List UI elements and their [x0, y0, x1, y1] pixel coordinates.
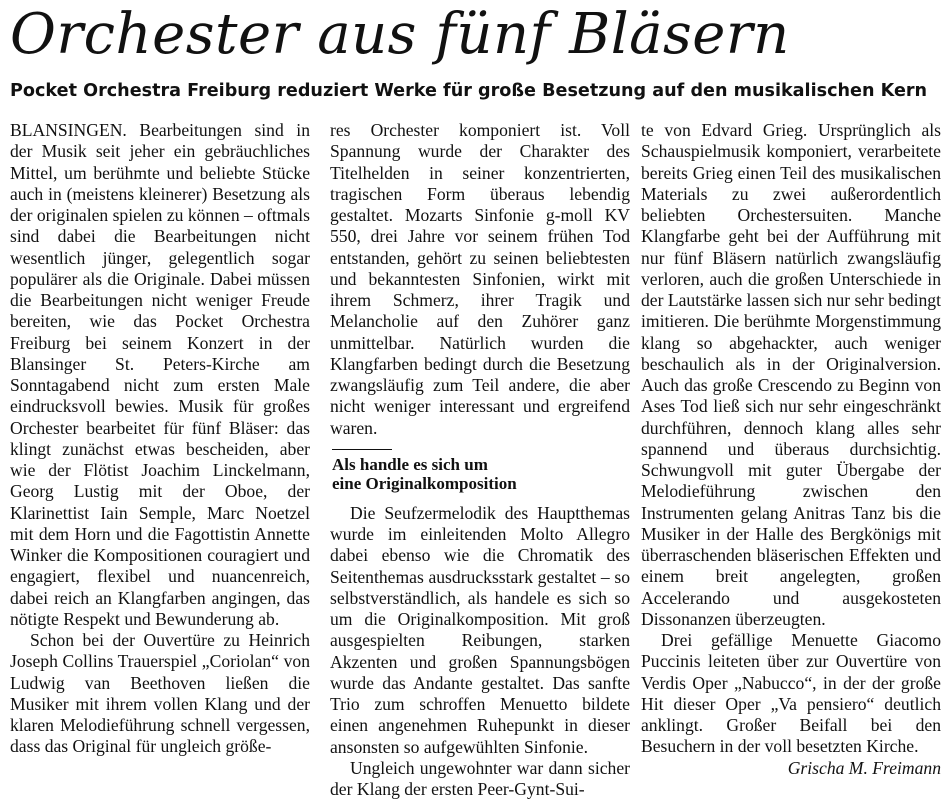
- section-subtitle: [332, 455, 630, 493]
- paragraph: Drei gefällige Menuette Giacomo Puccinis leiteten über zur Ouvertüre von Verdis Oper „Nabucco“, in der der große Hit dieser Oper „Va pensiero“ deutlich anklingt. Großer Beifall bei den Besuchern in der voll besetzten Kirche.: [641, 630, 941, 757]
- headline: Orchester aus fünf Bläsern: [10, 2, 790, 67]
- paragraph: te von Edvard Grieg. Ursprünglich als Schauspielmusik komponiert, verarbeitete bereits Grieg einen Teil des musikalischen Materials zu zwei außerordentlich beliebten Orchestersuiten. Manche Klangfarbe geht bei der Aufführung mit nur fünf Bläsern natürlich zwangsläufig verloren, auch die großen Unterschiede in der Lautstärke lassen sich nur sehr bedingt imitieren. Die berühmte Morgenstimmung klang so abgehackter, auch weniger beschaulich als in der Originalversion. Auch das große Crescendo zu Beginn von Ases Tod ließ sich nur sehr eingeschränkt durchführen, dennoch klang alles sehr spannend und überaus durchsichtig. Schwungvoll mit guter Übergabe der Melodieführung zwischen den Instrumenten gelang Anitras Tanz bis die Musiker in der Halle des Bergkönigs mit überraschenden bläserischen Effekten und einem breit angelegten, großen Accelerando und ausgekosteten Dissonanzen überzeugten.: [641, 120, 941, 629]
- byline-row: [641, 758, 941, 779]
- section-divider: [332, 449, 392, 450]
- section-subtitle-line-1: Als handle es sich um: [332, 454, 488, 474]
- article-column-1: [10, 120, 310, 758]
- paragraph: res Orchester komponiert ist. Voll Spannung wurde der Charakter des Titelhelden in seiner konzentrierten, tragischen Form überaus lebendig gestaltet. Mozarts Sinfonie g-moll KV 550, drei Jahre vor seinem frühen Tod entstanden, gehört zu seinen beliebtesten und bekanntesten Sinfonien, wirkt mit ihrem Schmerz, ihrer Tragik und Melancholie auf den Zuhörer ganz unmittelbar. Natürlich wurden die Klangfarben bedingt durch die Besetzung zwangsläufig zum Teil andere, die aber nicht weniger interessant und ergreifend waren.: [330, 120, 630, 438]
- author-byline: Grischa M. Freimann: [787, 757, 941, 778]
- paragraph: Schon bei der Ouvertüre zu Heinrich Joseph Collins Trauerspiel „Coriolan“ von Ludwig van Beethoven ließen die Musiker mit ihrem vollen Klang und der klaren Melodieführung schnell vergessen, dass das Original für ungleich größe-: [10, 630, 310, 757]
- subheadline: Pocket Orchestra Freiburg reduziert Werke für große Besetzung auf den musikalischen Kern: [10, 81, 928, 101]
- paragraph: Die Seufzermelodik des Hauptthemas wurde im einleitenden Molto Allegro dabei ebenso wie die Chromatik des Seitenthemas ausdrucksstark gestaltet – so selbstverständlich, als handele es sich so um die Originalkomposition. Mit groß ausgespielten Reibungen, starken Akzenten und großen Spannungsbögen wurde das Andante gestaltet. Das sanfte Trio zum schroffen Menuetto bildete einen angenehmen Ruhepunkt in dieser ansonsten so aufgewühlten Sinfonie.: [330, 502, 630, 757]
- paragraph: BLANSINGEN. Bearbeitungen sind in der Musik seit jeher ein gebräuchliches Mittel, um berühmte und beliebte Stücke auch in (meistens kleinerer) Besetzung als der originalen spielen zu können – oftmals sind dabei die Bearbeitungen nicht wesentlich jünger, gelegentlich sogar populärer als die Originale. Dabei müssen die Bearbeitungen nicht weniger Freude bereiten, wie das Pocket Orchestra Freiburg bei seinem Konzert in der Blansinger St. Peters-Kirche am Sonntagabend nicht zum ersten Male eindrucksvoll bewies. Musik für großes Orchester bearbeitet für fünf Bläser: das klingt zunächst etwas bescheiden, aber wie der Flötist Joachim Linckelmann, Georg Lustig mit der Oboe, der Klarinettist Iain Semple, Marc Noetzel mit dem Horn und die Fagottistin Annette Winker die Kompositionen couragiert und engagiert, flexibel und nuancenreich, dabei reich an Klangfarben angingen, das nötigte Respekt und Bewunderung ab.: [10, 120, 310, 629]
- article-column-2: [330, 120, 630, 800]
- paragraph: Ungleich ungewohnter war dann sicher der Klang der ersten Peer-Gynt-Sui-: [330, 757, 630, 799]
- section-subtitle-line-2: eine Originalkomposition: [332, 473, 517, 493]
- article-column-3: [641, 120, 941, 779]
